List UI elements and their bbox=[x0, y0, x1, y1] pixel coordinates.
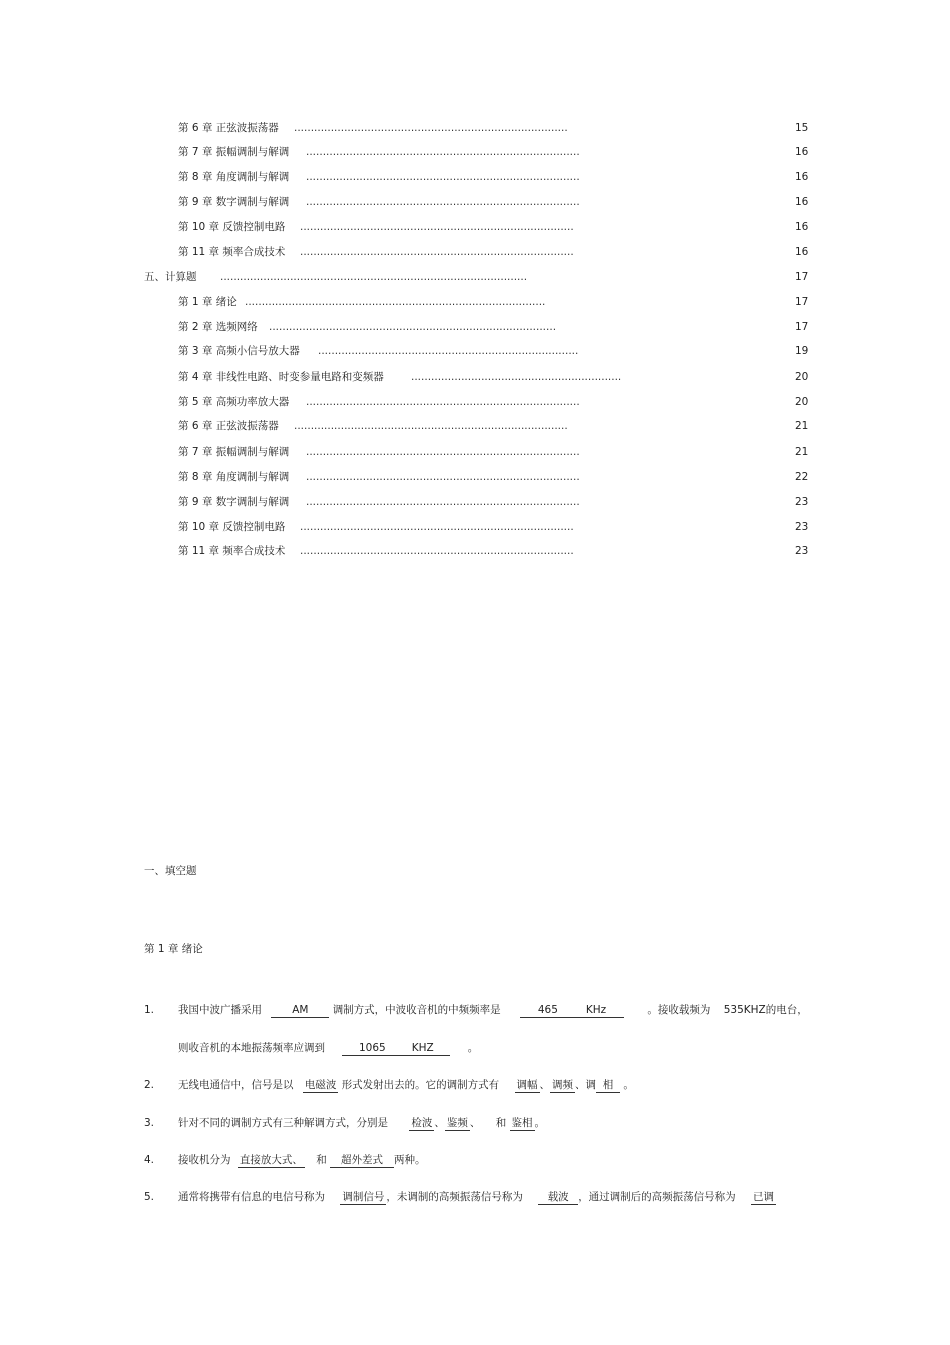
question-number: 5. bbox=[144, 1191, 155, 1203]
toc-entry-title: 第 7 章 振幅调制与解调 bbox=[178, 446, 290, 458]
toc-entry[interactable] bbox=[178, 495, 808, 509]
answer-value: 1065 bbox=[358, 1042, 386, 1054]
toc-entry-page: 15 bbox=[795, 122, 809, 134]
answer-blank: AM bbox=[271, 1003, 329, 1018]
toc-leader: .................................................................................. bbox=[306, 171, 580, 183]
answer-value: 直接放大式 bbox=[239, 1154, 293, 1166]
toc-entry-page: 20 bbox=[795, 371, 809, 383]
toc-entry-page: 16 bbox=[795, 196, 809, 208]
toc-entry-page: 21 bbox=[795, 446, 809, 458]
toc-entry[interactable] bbox=[178, 370, 808, 384]
toc-entry-title: 第 3 章 高频小信号放大器 bbox=[178, 345, 300, 357]
toc-entry-page: 17 bbox=[795, 271, 809, 283]
answer-blank bbox=[342, 1041, 450, 1056]
toc-entry[interactable] bbox=[178, 145, 808, 159]
toc-leader: .............................................................................. bbox=[318, 345, 579, 357]
toc-entry-page: 22 bbox=[795, 471, 809, 483]
question-text: 。 bbox=[467, 1042, 479, 1054]
answer-blank: 相 bbox=[596, 1078, 620, 1093]
toc-entry-page: 20 bbox=[795, 396, 809, 408]
toc-entry-page: 19 bbox=[795, 345, 809, 357]
answer-blank: 调频 bbox=[552, 1079, 574, 1091]
toc-entry-title: 第 7 章 振幅调制与解调 bbox=[178, 146, 290, 158]
toc-entry-title: 第 6 章 正弦波振荡器 bbox=[178, 420, 279, 432]
answer-blank: 检波 bbox=[411, 1117, 433, 1129]
question-line bbox=[178, 1078, 634, 1093]
toc-entry-title: 第 6 章 正弦波振荡器 bbox=[178, 122, 279, 134]
question-text: 通常将携带有信息的电信号称为 bbox=[178, 1191, 325, 1203]
toc-entry[interactable] bbox=[178, 195, 808, 209]
chapter-title: 第 1 章 绪论 bbox=[144, 943, 203, 955]
answer-blank bbox=[520, 1003, 624, 1018]
question-text: 两种。 bbox=[394, 1154, 426, 1166]
toc-entry-page: 17 bbox=[795, 321, 809, 333]
toc-leader: .................................................................................. bbox=[294, 420, 568, 432]
question-number: 4. bbox=[144, 1154, 155, 1166]
separator: 、 bbox=[575, 1079, 586, 1091]
toc-leader: .................................................................................. bbox=[300, 545, 574, 557]
toc-entry[interactable] bbox=[178, 544, 808, 558]
toc-leader: ............................................................................................ bbox=[220, 271, 528, 283]
toc-leader: .................................................................................. bbox=[306, 396, 580, 408]
toc-entry[interactable] bbox=[178, 121, 808, 135]
answer-unit: KHz bbox=[585, 1004, 607, 1016]
question-text: 535KHZ的电台， bbox=[723, 1004, 808, 1016]
toc-entry[interactable] bbox=[178, 520, 808, 534]
question-text: 接收机分为 bbox=[178, 1154, 231, 1166]
question-number: 3. bbox=[144, 1117, 155, 1129]
question-line bbox=[178, 1190, 776, 1205]
toc-entry[interactable] bbox=[144, 270, 808, 284]
toc-entry-page: 16 bbox=[795, 146, 809, 158]
answer-value: 465 bbox=[537, 1004, 558, 1016]
question-line bbox=[178, 1153, 426, 1168]
toc-leader: .................................................................................. bbox=[306, 146, 580, 158]
toc-entry-title: 第 10 章 反馈控制电路 bbox=[178, 221, 286, 233]
section-title: 一、填空题 bbox=[144, 865, 197, 877]
question-text: 针对不同的调制方式有三种解调方式，分别是 bbox=[178, 1117, 388, 1129]
toc-entry-page: 16 bbox=[795, 246, 809, 258]
toc-entry[interactable] bbox=[178, 320, 808, 334]
question-text: 调制方式，中波收音机的中频频率是 bbox=[332, 1004, 501, 1016]
toc-entry-page: 17 bbox=[795, 296, 809, 308]
question-text: 我国中波广播采用 bbox=[178, 1004, 262, 1016]
question-text: 。 bbox=[534, 1117, 546, 1129]
toc-entry-page: 21 bbox=[795, 420, 809, 432]
toc-entry[interactable] bbox=[178, 470, 808, 484]
toc-entry-page: 23 bbox=[795, 545, 809, 557]
toc-entry[interactable] bbox=[178, 170, 808, 184]
question-text: ，通过调制后的高频振荡信号称为 bbox=[578, 1191, 736, 1203]
toc-entry[interactable] bbox=[178, 395, 808, 409]
toc-entry[interactable] bbox=[178, 419, 808, 433]
answer-blank: 鉴相 bbox=[511, 1117, 533, 1129]
question-text: 无线电通信中，信号是以 bbox=[178, 1079, 294, 1091]
separator: 、 bbox=[469, 1117, 481, 1129]
toc-entry-page: 16 bbox=[795, 171, 809, 183]
question-number: 2. bbox=[144, 1079, 155, 1091]
toc-leader: .................................................................................. bbox=[306, 471, 580, 483]
answer-blank: 电磁波 bbox=[304, 1079, 337, 1091]
question-text: 。 bbox=[623, 1079, 634, 1091]
toc-entry[interactable] bbox=[178, 295, 808, 309]
question-text: 和 bbox=[495, 1117, 507, 1129]
toc-entry-title: 第 2 章 选频网络 bbox=[178, 321, 258, 333]
answer-blank: 超外差式 bbox=[330, 1153, 394, 1168]
answer-blank: 载波 bbox=[538, 1190, 578, 1205]
toc-entry-title: 第 1 章 绪论 bbox=[178, 296, 237, 308]
question-text: 。接收载频为 bbox=[647, 1004, 711, 1016]
question-number: 1. bbox=[144, 1004, 155, 1016]
toc-entry-page: 23 bbox=[795, 521, 809, 533]
separator: 、 bbox=[292, 1154, 303, 1166]
toc-entry[interactable] bbox=[178, 344, 808, 358]
question-text: 调 bbox=[585, 1079, 597, 1091]
toc-entry[interactable] bbox=[178, 220, 808, 234]
toc-leader: ...................................................................................... bbox=[269, 321, 557, 333]
toc-entry-title: 第 8 章 角度调制与解调 bbox=[178, 171, 290, 183]
toc-leader: .................................................................................. bbox=[300, 246, 574, 258]
question-text: 形式发射出去的。它的调制方式有 bbox=[341, 1079, 500, 1091]
toc-entry-title: 第 11 章 频率合成技术 bbox=[178, 246, 286, 258]
toc-entry-title: 五、计算题 bbox=[144, 271, 197, 283]
toc-entry-title: 第 5 章 高频功率放大器 bbox=[178, 396, 290, 408]
toc-entry-title: 第 11 章 频率合成技术 bbox=[178, 545, 286, 557]
question-text: 则收音机的本地振荡频率应调到 bbox=[178, 1042, 325, 1054]
toc-entry[interactable] bbox=[178, 445, 808, 459]
toc-leader: .................................................................................. bbox=[300, 221, 574, 233]
toc-entry-title: 第 9 章 数字调制与解调 bbox=[178, 196, 290, 208]
answer-unit: KHZ bbox=[411, 1042, 434, 1054]
toc-leader: .................................................................................. bbox=[300, 521, 574, 533]
toc-leader: .................................................................................. bbox=[306, 496, 580, 508]
toc-entry-title: 第 4 章 非线性电路、时变参量电路和变频器 bbox=[178, 371, 384, 383]
toc-leader: .......................................................................................... bbox=[245, 296, 546, 308]
toc-leader: ............................................................... bbox=[411, 371, 622, 383]
toc-entry[interactable] bbox=[178, 245, 808, 259]
answer-blank: 已调 bbox=[753, 1191, 775, 1203]
toc-entry-page: 23 bbox=[795, 496, 809, 508]
toc-entry-page: 16 bbox=[795, 221, 809, 233]
question-text: ，未调制的高频振荡信号称为 bbox=[386, 1191, 523, 1203]
question-line bbox=[178, 1003, 808, 1018]
question-line bbox=[178, 1041, 478, 1056]
toc-leader: .................................................................................. bbox=[294, 122, 568, 134]
separator: 、 bbox=[434, 1117, 445, 1129]
toc-entry-title: 第 9 章 数字调制与解调 bbox=[178, 496, 290, 508]
question-line bbox=[178, 1116, 545, 1131]
toc-leader: .................................................................................. bbox=[306, 196, 580, 208]
separator: 、 bbox=[539, 1079, 551, 1091]
answer-blank: 鉴频 bbox=[446, 1117, 468, 1129]
toc-entry-title: 第 8 章 角度调制与解调 bbox=[178, 471, 290, 483]
answer-blank: 调制信号 bbox=[342, 1191, 385, 1203]
answer-blank: 调幅 bbox=[516, 1079, 538, 1091]
answer-blank bbox=[238, 1153, 305, 1168]
toc-entry-title: 第 10 章 反馈控制电路 bbox=[178, 521, 286, 533]
question-text: 和 bbox=[316, 1154, 327, 1166]
toc-leader: .................................................................................. bbox=[306, 446, 580, 458]
